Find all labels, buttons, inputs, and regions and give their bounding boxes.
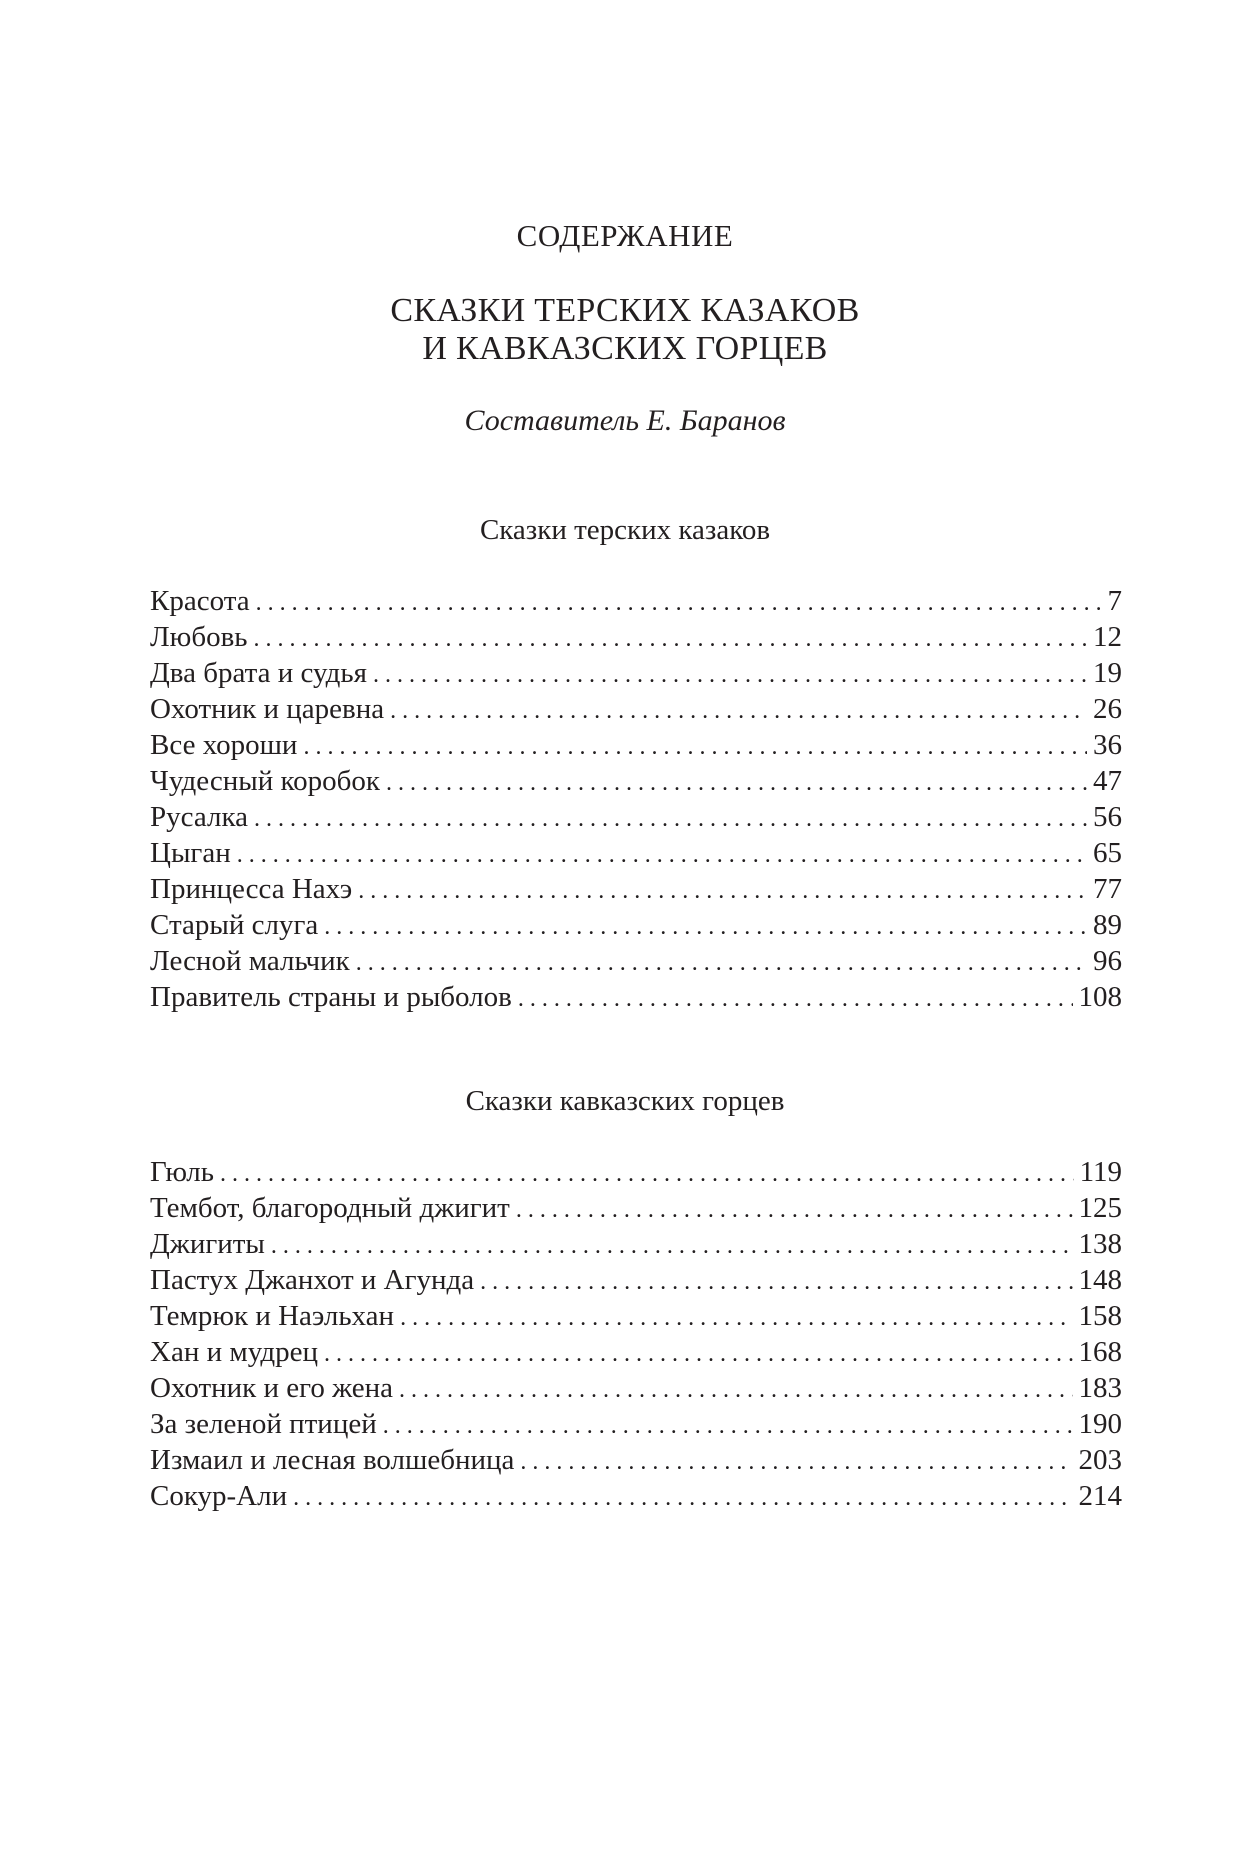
dot-leader: [373, 657, 1087, 693]
toc-entry[interactable]: [150, 1262, 1122, 1298]
dot-leader: [399, 1372, 1073, 1408]
book-title-line-2: И КАВКАЗСКИХ ГОРЦЕВ: [422, 330, 828, 367]
toc-entry-page: 26: [1093, 693, 1122, 725]
toc-entry-title: За зеленой птицей: [150, 1408, 377, 1440]
dot-leader: [271, 1228, 1073, 1264]
toc-entry-title: Тембот, благородный джигит: [150, 1192, 510, 1224]
toc-entry-title: Сокур-Али: [150, 1480, 288, 1512]
dot-leader: [383, 1408, 1073, 1444]
toc-entry-title: Красота: [150, 585, 250, 617]
toc-entry[interactable]: [150, 799, 1122, 835]
toc-entry-title: Правитель страны и рыболов: [150, 981, 512, 1013]
toc-entry[interactable]: [150, 655, 1122, 691]
toc-entry-title: Старый слуга: [150, 909, 319, 941]
dot-leader: [390, 693, 1087, 729]
toc-entry[interactable]: [150, 979, 1122, 1015]
dot-leader: [520, 1444, 1072, 1480]
toc-entry-page: 158: [1078, 1300, 1122, 1332]
toc-entry-page: 214: [1078, 1480, 1122, 1512]
dot-leader: [480, 1264, 1072, 1300]
toc-entry-title: Пастух Джанхот и Агунда: [150, 1264, 475, 1296]
toc-entry-page: 47: [1093, 765, 1122, 797]
dot-leader: [516, 1192, 1073, 1228]
toc-entry-page: 12: [1093, 621, 1122, 653]
toc-entry[interactable]: [150, 727, 1122, 763]
book-title-line-1: СКАЗКИ ТЕРСКИХ КАЗАКОВ: [390, 292, 860, 329]
dot-leader: [254, 621, 1087, 657]
toc-entry-page: 65: [1093, 837, 1122, 869]
page-title: СОДЕРЖАНИЕ: [516, 218, 734, 253]
toc-entry[interactable]: [150, 1370, 1122, 1406]
book-title: [0, 292, 1250, 368]
dot-leader: [356, 945, 1087, 981]
toc-entry[interactable]: [150, 763, 1122, 799]
dot-leader: [293, 1480, 1072, 1516]
toc-entry-page: 203: [1078, 1444, 1122, 1476]
toc-entry[interactable]: [150, 1334, 1122, 1370]
toc-entry[interactable]: [150, 583, 1122, 619]
toc-entry-title: Хан и мудрец: [150, 1336, 319, 1368]
toc-entry-page: 96: [1093, 945, 1122, 977]
compiler-credit: Составитель Е. Баранов: [464, 404, 786, 437]
dot-leader: [237, 837, 1087, 873]
toc-entry[interactable]: [150, 943, 1122, 979]
toc-entry-page: 36: [1093, 729, 1122, 761]
toc-entry[interactable]: [150, 871, 1122, 907]
toc-entry-title: Темрюк и Наэльхан: [150, 1300, 395, 1332]
section-title-tersk-cossacks: Сказки терских казаков: [479, 514, 771, 546]
toc-entry-page: 148: [1078, 1264, 1122, 1296]
toc-entry[interactable]: [150, 1442, 1122, 1478]
toc-entry[interactable]: [150, 1190, 1122, 1226]
toc-entry-page: 183: [1078, 1372, 1122, 1404]
toc-entry[interactable]: [150, 1226, 1122, 1262]
toc-entry[interactable]: [150, 1154, 1122, 1190]
dot-leader: [358, 873, 1087, 909]
toc-entry[interactable]: [150, 1478, 1122, 1514]
dot-leader: [324, 909, 1087, 945]
toc-entry[interactable]: [150, 1298, 1122, 1334]
toc-entry-title: Цыган: [150, 837, 231, 869]
dot-leader: [324, 1336, 1072, 1372]
toc-entry[interactable]: [150, 907, 1122, 943]
toc-entry-title: Гюль: [150, 1156, 214, 1188]
toc-entry-page: 7: [1107, 585, 1122, 617]
toc-entry-title: Любовь: [150, 621, 248, 653]
dot-leader: [518, 981, 1073, 1017]
toc-entry-page: 168: [1078, 1336, 1122, 1368]
toc-entry[interactable]: [150, 1406, 1122, 1442]
toc-entry-page: 89: [1093, 909, 1122, 941]
toc-entry-title: Измаил и лесная волшебница: [150, 1444, 515, 1476]
toc-entry-page: 56: [1093, 801, 1122, 833]
toc-entry-page: 77: [1093, 873, 1122, 905]
toc-entry-title: Все хороши: [150, 729, 298, 761]
toc-entry[interactable]: [150, 619, 1122, 655]
dot-leader: [256, 585, 1102, 621]
toc-entry-page: 190: [1078, 1408, 1122, 1440]
toc-entry-page: 108: [1078, 981, 1122, 1013]
section-title-caucasus-highlanders: Сказки кавказских горцев: [465, 1085, 785, 1117]
dot-leader: [254, 801, 1087, 837]
toc-entry-title: Джигиты: [150, 1228, 265, 1260]
dot-leader: [386, 765, 1087, 801]
toc-entry-title: Охотник и его жена: [150, 1372, 393, 1404]
dot-leader: [400, 1300, 1072, 1336]
dot-leader: [303, 729, 1087, 765]
toc-entry[interactable]: [150, 835, 1122, 871]
dot-leader: [220, 1156, 1074, 1192]
toc-entry-title: Два брата и судья: [150, 657, 367, 689]
toc-entry[interactable]: [150, 691, 1122, 727]
toc-entry-title: Чудесный коробок: [150, 765, 380, 797]
toc-entry-page: 125: [1078, 1192, 1122, 1224]
toc-entry-page: 119: [1079, 1156, 1122, 1188]
toc-entry-page: 19: [1093, 657, 1122, 689]
toc-entry-page: 138: [1078, 1228, 1122, 1260]
toc-entry-title: Лесной мальчик: [150, 945, 350, 977]
toc-list-tersk-cossacks: [150, 583, 1122, 1015]
toc-list-caucasus-highlanders: [150, 1154, 1122, 1514]
toc-entry-title: Русалка: [150, 801, 248, 833]
toc-entry-title: Принцесса Нахэ: [150, 873, 353, 905]
toc-entry-title: Охотник и царевна: [150, 693, 385, 725]
